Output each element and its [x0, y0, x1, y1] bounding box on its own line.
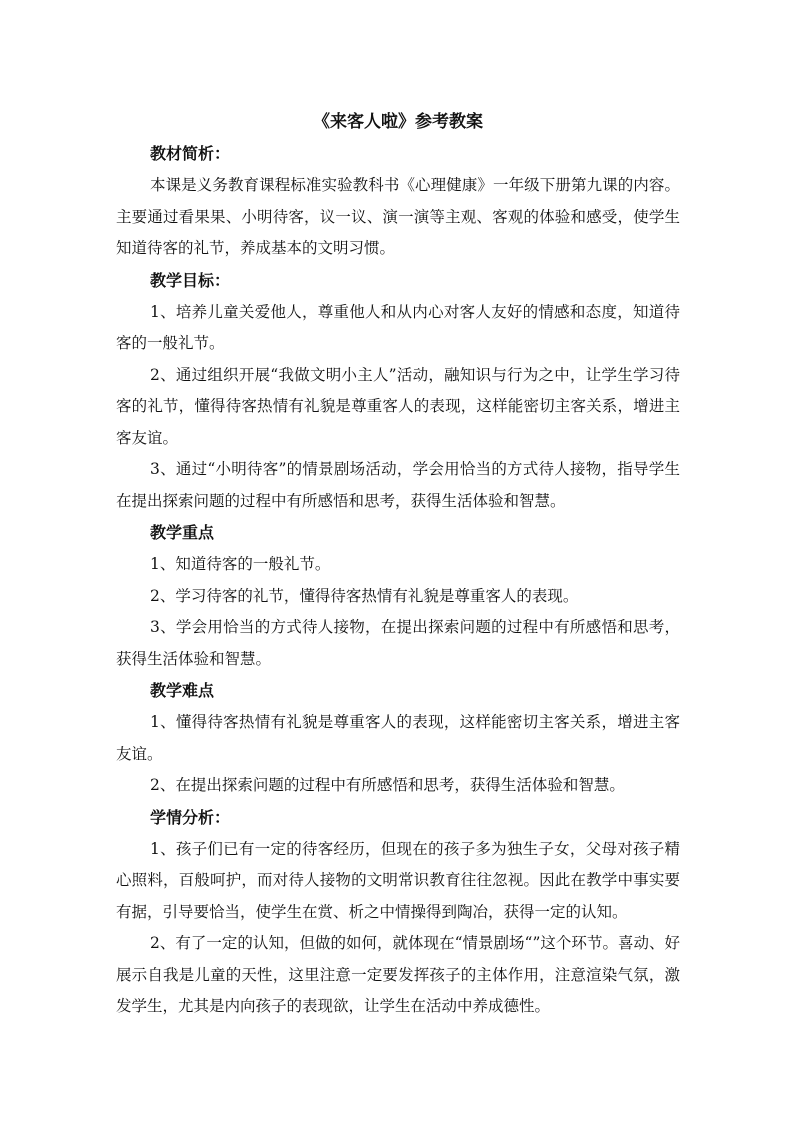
- section-heading-difficult-points: 教学难点: [150, 681, 215, 700]
- paragraph: 2、有了一定的认知，但做的如何，就体现在“情景剧场“”这个环节。喜动、好展示自我是儿童的天性，这里注意一定要发挥孩子的主体作用，注意渲染气氛，激发学生，尤其是内向孩子的表现欲，让学生在活动中养成德性。: [116, 934, 680, 1015]
- paragraph: 1、懂得待客热情有礼貌是尊重客人的表现，这样能密切主客关系，增进主客友谊。: [116, 713, 680, 763]
- document-body: [116, 106, 680, 1023]
- section-heading-teaching-goals: 教学目标：: [150, 270, 231, 290]
- paragraph: 本课是义务教育课程标准实验教科书《心理健康》一年级下册第九课的内容。主要通过看果果、小明待客，议一议、演一演等主观、客观的体验和感受，使学生知道待客的礼节，养成基本的文明习惯。: [116, 176, 680, 257]
- document-title: 《来客人啦》参考教案: [313, 112, 483, 132]
- paragraph: 3、通过“小明待客”的情景剧场活动，学会用恰当的方式待人接物，指导学生在提出探索问题的过程中有所感悟和思考，获得生活体验和智慧。: [116, 460, 680, 510]
- paragraph: 1、知道待客的一般礼节。: [150, 555, 331, 573]
- section-heading-learner-analysis: 学情分析：: [150, 807, 231, 827]
- paragraph: 3、学会用恰当的方式待人接物，在提出探索问题的过程中有所感悟和思考，获得生活体验和智慧。: [116, 618, 680, 668]
- paragraph: 2、通过组织开展“我做文明小主人”活动，融知识与行为之中，让学生学习待客的礼节，懂得待客热情有礼貌是尊重客人的表现，这样能密切主客关系，增进主客友谊。: [116, 365, 680, 447]
- paragraph: 2、在提出探索问题的过程中有所感悟和思考，获得生活体验和智慧。: [150, 776, 625, 794]
- paragraph: 1、培养儿童关爱他人，尊重他人和从内心对客人友好的情感和态度，知道待客的一般礼节。: [116, 302, 680, 352]
- section-heading-key-points: 教学重点: [150, 523, 215, 542]
- paragraph: 1、孩子们已有一定的待客经历，但现在的孩子多为独生子女，父母对孩子精心照料，百般呵护，而对待人接物的文明常识教育往往忽视。因此在教学中事实要有据，引导要恰当，使学生在赏、析之中情操得到陶冶，获得一定的认知。: [116, 839, 680, 921]
- section-heading-textbook-analysis: 教材简析：: [150, 144, 231, 163]
- paragraph: 2、学习待客的礼节，懂得待客热情有礼貌是尊重客人的表现。: [150, 586, 579, 605]
